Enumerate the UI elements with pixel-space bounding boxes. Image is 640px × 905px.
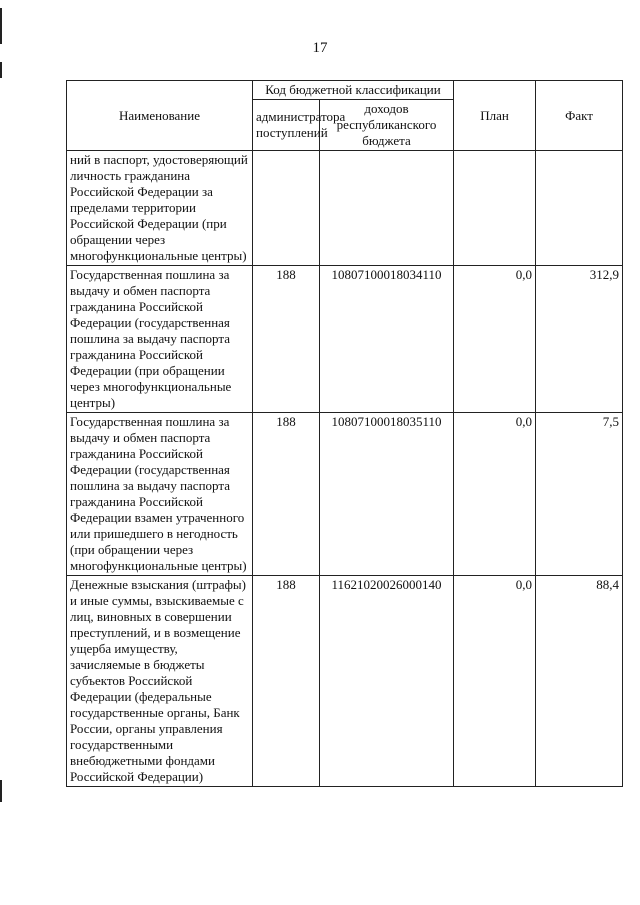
row-name: Государственная пошлина за выдачу и обмен паспорта гражданина Российской Федерации (государственная пошлина за выдачу паспорта гражданина Российской Федерации взамен утраченного или пришедшего в негодность (при обращении через многофункциональные центры) [67, 413, 253, 576]
table-row [67, 151, 623, 266]
header-plan: План [454, 81, 536, 151]
row-income-code: 11621020026000140 [320, 576, 454, 787]
row-fact [536, 151, 623, 266]
row-name: Денежные взыскания (штрафы) и иные суммы, взыскиваемые с лиц, виновных в совершении преступлений, и в возмещение ущерба имуществу, зачисляемые в бюджеты субъектов Российской Федерации (федеральные государственные органы, Банк России, органы управления государственными внебюджетными фондами Российской Федерации) [67, 576, 253, 787]
page-number: 17 [312, 40, 328, 56]
row-admin-code [253, 151, 320, 266]
row-name: Государственная пошлина за выдачу и обмен паспорта гражданина Российской Федерации (государственная пошлина за выдачу паспорта гражданина Российской Федерации (при обращении через многофункциональные центры) [67, 266, 253, 413]
table-row [67, 266, 623, 413]
row-plan: 0,0 [454, 413, 536, 576]
header-admin: администратора поступлений [253, 100, 320, 151]
row-admin-code: 188 [253, 413, 320, 576]
row-admin-code: 188 [253, 576, 320, 787]
row-fact: 7,5 [536, 413, 623, 576]
header-fact: Факт [536, 81, 623, 151]
left-margin-mark [0, 62, 2, 78]
row-plan [454, 151, 536, 266]
header-name: Наименование [67, 81, 253, 151]
left-margin-mark [0, 780, 2, 802]
row-name: ний в паспорт, удостоверяющий личность гражданина Российской Федерации за пределами территории Российской Федерации (при обращении через многофункциональные центры) [67, 151, 253, 266]
row-plan: 0,0 [454, 266, 536, 413]
table-header [67, 81, 623, 151]
header-code-group: Код бюджетной классификации [253, 81, 454, 100]
table-row [67, 576, 623, 787]
row-fact: 88,4 [536, 576, 623, 787]
budget-table [66, 80, 623, 787]
header-income: доходов республиканского бюджета [320, 100, 454, 151]
table-row [67, 413, 623, 576]
left-margin-mark [0, 8, 2, 44]
row-plan: 0,0 [454, 576, 536, 787]
row-income-code: 10807100018034110 [320, 266, 454, 413]
row-income-code [320, 151, 454, 266]
row-fact: 312,9 [536, 266, 623, 413]
row-admin-code: 188 [253, 266, 320, 413]
row-income-code: 10807100018035110 [320, 413, 454, 576]
